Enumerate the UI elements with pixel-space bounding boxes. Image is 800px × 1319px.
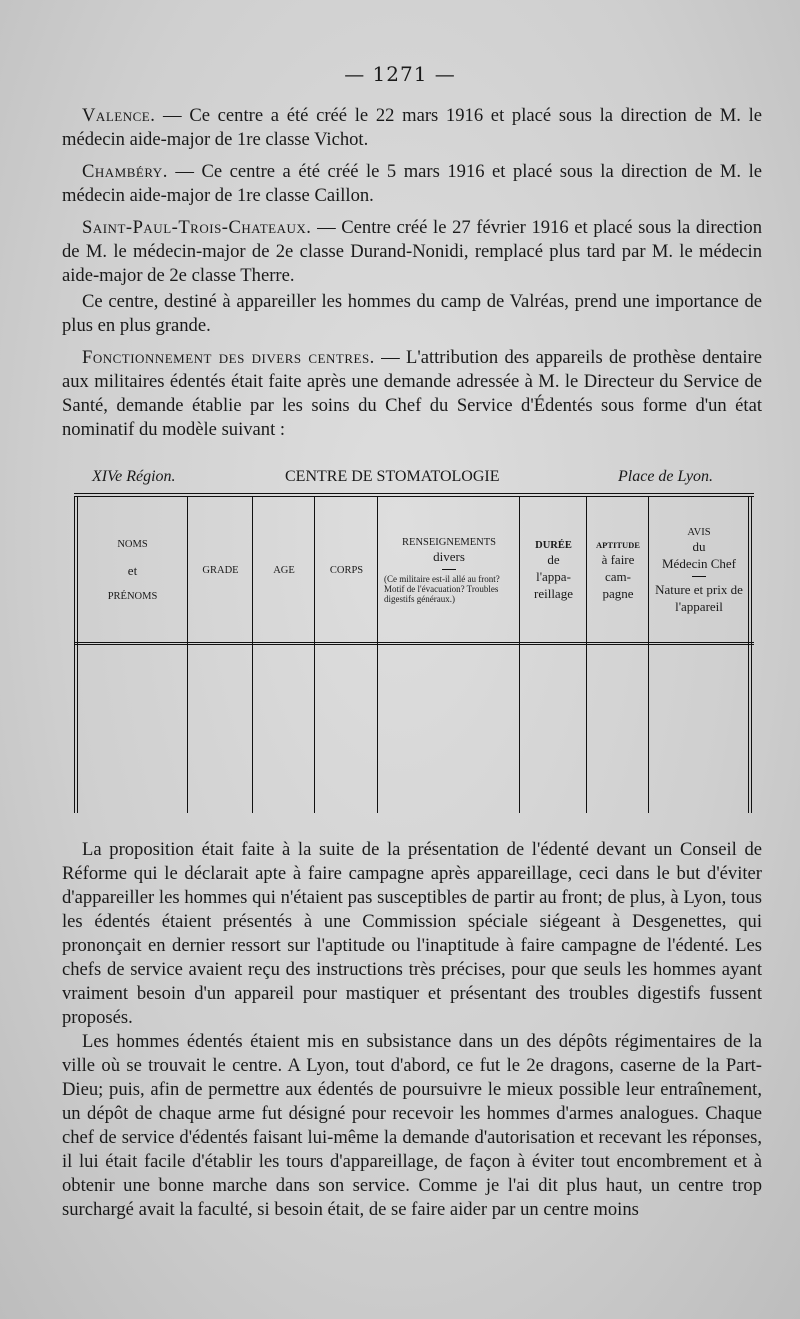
text-valence: — Ce centre a été créé le 22 mars 1916 et placé sous la direction de M. le médecin aide-major de 1re classe Vichot. bbox=[62, 105, 762, 150]
table-place: Place de Lyon. bbox=[618, 468, 714, 485]
heading-valence: Valence. bbox=[82, 105, 156, 126]
header-renseignements-title: RENSEIGNEMENTS bbox=[402, 537, 496, 548]
header-grade-label: GRADE bbox=[202, 565, 239, 576]
header-duree-line3: l'appa- bbox=[536, 568, 571, 584]
paragraph-proposition: La proposition était faite à la suite de la présentation de l'édenté devant un Conseil de Réforme qui le déclarait apte à faire campagne après appareillage, ceci dans le but d'éviter d'appareiller les hommes qui n'étaient pas susceptibles de partir au front; de plus, à Lyon, tous les édentés étaient présentés à une Commission spéciale siégeant à Desgenettes, qui prononçait en dernier ressort sur l'aptitude ou l'inaptitude à faire campagne de l'édenté. Les chefs de service avaient reçu des instructions très précises, pour que seuls les hommes ayant vraiment besoin d'un appareil pour mastiquer et présentant des troubles digestifs fussent proposés. bbox=[62, 839, 762, 1028]
header-renseignements-subtitle: divers bbox=[433, 549, 465, 564]
table-caption bbox=[80, 468, 760, 490]
paragraph-chambery bbox=[62, 160, 762, 208]
table-region: XIVe Région. bbox=[92, 468, 176, 485]
header-aptitude-line1: APTITUDE bbox=[596, 539, 640, 550]
header-avis-line3: Médecin Chef bbox=[661, 555, 736, 571]
text-fonctionnement: — L'attribution des appareils de prothèse dentaire aux militaires édentés était faite après une demande adressée à M. le Directeur du Service de Santé, demande établie par les soins du Chef du Service d'Édentés sous forme d'un état nominatif du modèle suivant : bbox=[62, 347, 762, 440]
header-avis-dash bbox=[692, 576, 706, 577]
form-table bbox=[74, 493, 754, 813]
header-age bbox=[254, 503, 314, 638]
table-col-divider bbox=[648, 497, 649, 813]
header-dash bbox=[442, 569, 456, 570]
table-border-right bbox=[748, 497, 752, 813]
header-avis bbox=[650, 503, 748, 638]
header-noms bbox=[78, 503, 187, 638]
header-duree-line1: DURÉE bbox=[535, 539, 572, 551]
header-avis-line2: du bbox=[692, 538, 706, 554]
header-avis-line1: AVIS bbox=[687, 526, 711, 538]
table-col-divider bbox=[377, 497, 378, 813]
table-col-divider bbox=[519, 497, 520, 813]
header-duree bbox=[521, 503, 586, 638]
header-duree-line4: reillage bbox=[534, 585, 573, 601]
table-col-divider bbox=[314, 497, 315, 813]
header-corps bbox=[316, 503, 377, 638]
text-chambery: — Ce centre a été créé le 5 mars 1916 et placé sous la direction de M. le médecin aide-major de 1re classe Caillon. bbox=[62, 161, 762, 206]
page-number: — 1271 — bbox=[344, 62, 456, 86]
heading-saint-paul: Saint-Paul-Trois-Chateaux. bbox=[82, 217, 312, 238]
table-col-divider bbox=[586, 497, 587, 813]
heading-chambery: Chambéry. bbox=[82, 161, 168, 182]
header-avis-bottom: Nature et prix de l'appareil bbox=[655, 581, 743, 614]
paragraph-valence bbox=[62, 104, 762, 152]
paragraph-valreas: Ce centre, destiné à appareiller les hommes du camp de Valréas, prend une importance de plus en plus grande. bbox=[62, 291, 762, 336]
header-noms-line1: NOMS bbox=[117, 539, 148, 550]
header-aptitude-line2: à faire bbox=[601, 551, 635, 567]
header-duree-line2: de bbox=[547, 551, 560, 567]
header-aptitude-line4: pagne bbox=[602, 585, 634, 601]
table-col-divider bbox=[252, 497, 253, 813]
table-col-divider bbox=[187, 497, 188, 813]
header-aptitude bbox=[588, 503, 648, 638]
header-noms-line2: et bbox=[127, 563, 138, 578]
header-renseignements bbox=[380, 503, 518, 638]
paragraph-hommes-edentes: Les hommes édentés étaient mis en subsistance dans un des dépôts régimentaires de la ville où se trouvait le centre. A Lyon, tout d'abord, ce fut le 2e dragons, caserne de la Part-Dieu; puis, afin de permettre aux édentés de poursuivre le mieux possible leur entraînement, un dépôt de chaque arme fut désigné pour recevoir les hommes d'armes analogues. Chaque chef de service d'édentés faisant lui-même la demande d'autorisation et recevant les réponses, il lui était facile d'établir les tours d'appareillage, de façon à éviter tout encombrement et à obtenir une bonne marche dans son service. Comme je l'ai dit plus haut, un centre trop surchargé avait la faculté, si besoin était, de se faire aider par un centre moins bbox=[62, 1031, 762, 1220]
table-title: CENTRE DE STOMATOLOGIE bbox=[285, 468, 500, 485]
header-grade bbox=[189, 503, 252, 638]
paragraph-fonctionnement bbox=[62, 346, 762, 442]
text-saint-paul: — Centre créé le 27 février 1916 et placé sous la direction de M. le médecin-major de 2e classe Durand-Nonidi, remplacé plus tard par M. le médecin aide-major de 2e classe Therre. bbox=[62, 217, 762, 286]
table-header-rule bbox=[74, 642, 754, 645]
header-renseignements-details: (Ce militaire est-il allé au front? Motif de l'évacuation? Troubles digestifs généraux.) bbox=[384, 574, 500, 604]
paragraph-saint-paul bbox=[62, 216, 762, 288]
header-age-label: AGE bbox=[273, 565, 295, 576]
header-aptitude-line3: cam- bbox=[605, 568, 631, 584]
header-noms-line3: PRÉNOMS bbox=[107, 591, 158, 602]
header-corps-label: CORPS bbox=[329, 565, 364, 576]
heading-fonctionnement: Fonctionnement des divers centres. bbox=[82, 347, 375, 368]
